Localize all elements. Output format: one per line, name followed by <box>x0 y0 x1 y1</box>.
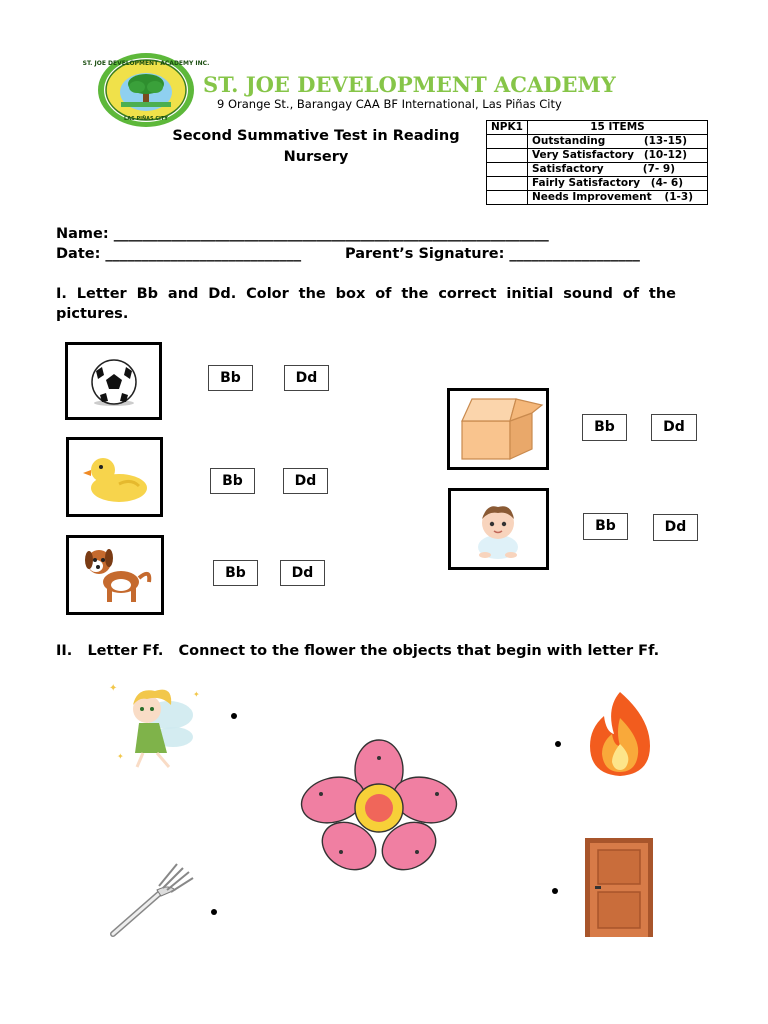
grading-label: Outstanding <box>531 135 606 147</box>
box-picture <box>447 388 549 470</box>
grading-level: NPK1 <box>487 121 528 135</box>
svg-text:✦: ✦ <box>193 690 200 699</box>
grading-row <box>487 135 708 149</box>
baby-icon <box>451 491 546 567</box>
fire-icon <box>570 688 670 783</box>
grading-table <box>486 120 708 205</box>
duck-picture <box>66 437 163 517</box>
grading-range: (13-15) <box>643 135 687 147</box>
date-field[interactable]: Date: ___________________________ <box>56 246 302 262</box>
dog-option-bb[interactable]: Bb <box>213 560 258 586</box>
svg-text:✦: ✦ <box>117 752 124 761</box>
fork-icon <box>103 860 198 940</box>
logo-text-top: ST. JOE DEVELOPMENT ACADEMY INC. <box>82 60 210 67</box>
fairy-connect-dot[interactable] <box>231 713 237 719</box>
grading-label: Fairly Satisfactory <box>531 177 641 189</box>
test-title <box>160 126 472 168</box>
fire-picture <box>570 688 670 783</box>
grading-label: Needs Improvement <box>531 191 652 203</box>
ball-option-dd[interactable]: Dd <box>284 365 329 391</box>
ball-option-bb[interactable]: Bb <box>208 365 253 391</box>
school-logo <box>82 52 210 128</box>
name-field[interactable]: Name: ____________________________________________________________ <box>56 226 549 242</box>
grading-range: (1-3) <box>664 191 693 203</box>
section2-instruction: II. Letter Ff. Connect to the flower the objects that begin with letter Ff. <box>56 643 660 659</box>
grading-row <box>487 177 708 191</box>
door-connect-dot[interactable] <box>552 888 558 894</box>
grading-items: 15 ITEMS <box>527 121 707 135</box>
fork-picture <box>103 860 198 940</box>
grading-range: (10-12) <box>643 149 687 161</box>
logo-text-bottom: LAS PIÑAS CITY <box>124 116 168 122</box>
fairy-picture <box>97 675 213 780</box>
baby-option-bb[interactable]: Bb <box>583 513 628 540</box>
door-icon <box>585 838 653 937</box>
flower-icon <box>295 738 463 876</box>
baby-picture <box>448 488 549 570</box>
dog-picture <box>66 535 164 615</box>
baby-option-dd[interactable]: Dd <box>653 514 698 541</box>
svg-text:✦: ✦ <box>109 683 118 694</box>
grading-row <box>487 149 708 163</box>
fork-connect-dot[interactable] <box>211 909 217 915</box>
section1-instruction: I. Letter Bb and Dd. Color the box of the correct initial sound of the pictures. <box>56 286 676 322</box>
soccer-ball-picture <box>65 342 162 420</box>
duck-option-dd[interactable]: Dd <box>283 468 328 494</box>
test-title-line2: Nursery <box>283 149 349 165</box>
grading-header-row <box>487 121 708 135</box>
duck-icon <box>69 440 160 514</box>
duck-option-bb[interactable]: Bb <box>210 468 255 494</box>
grading-row <box>487 163 708 177</box>
door-picture <box>585 838 653 937</box>
box-icon <box>450 391 546 467</box>
grading-range: (4- 6) <box>650 177 683 189</box>
fire-connect-dot[interactable] <box>555 741 561 747</box>
test-title-line1: Second Summative Test in Reading <box>172 128 460 144</box>
parent-signature-field[interactable]: Parent’s Signature: __________________ <box>345 246 640 262</box>
box-option-bb[interactable]: Bb <box>582 414 627 441</box>
school-name: ST. JOE DEVELOPMENT ACADEMY <box>203 72 616 97</box>
grading-label: Satisfactory <box>531 163 604 175</box>
dog-icon <box>69 538 161 612</box>
grading-row <box>487 191 708 205</box>
box-option-dd[interactable]: Dd <box>651 414 697 441</box>
grading-range: (7- 9) <box>642 163 675 175</box>
grading-label: Very Satisfactory <box>531 149 634 161</box>
fairy-icon <box>97 675 213 780</box>
soccer-ball-icon <box>68 345 159 417</box>
school-address: 9 Orange St., Barangay CAA BF International, Las Piñas City <box>217 97 562 111</box>
flower-picture <box>295 738 463 876</box>
dog-option-dd[interactable]: Dd <box>280 560 325 586</box>
